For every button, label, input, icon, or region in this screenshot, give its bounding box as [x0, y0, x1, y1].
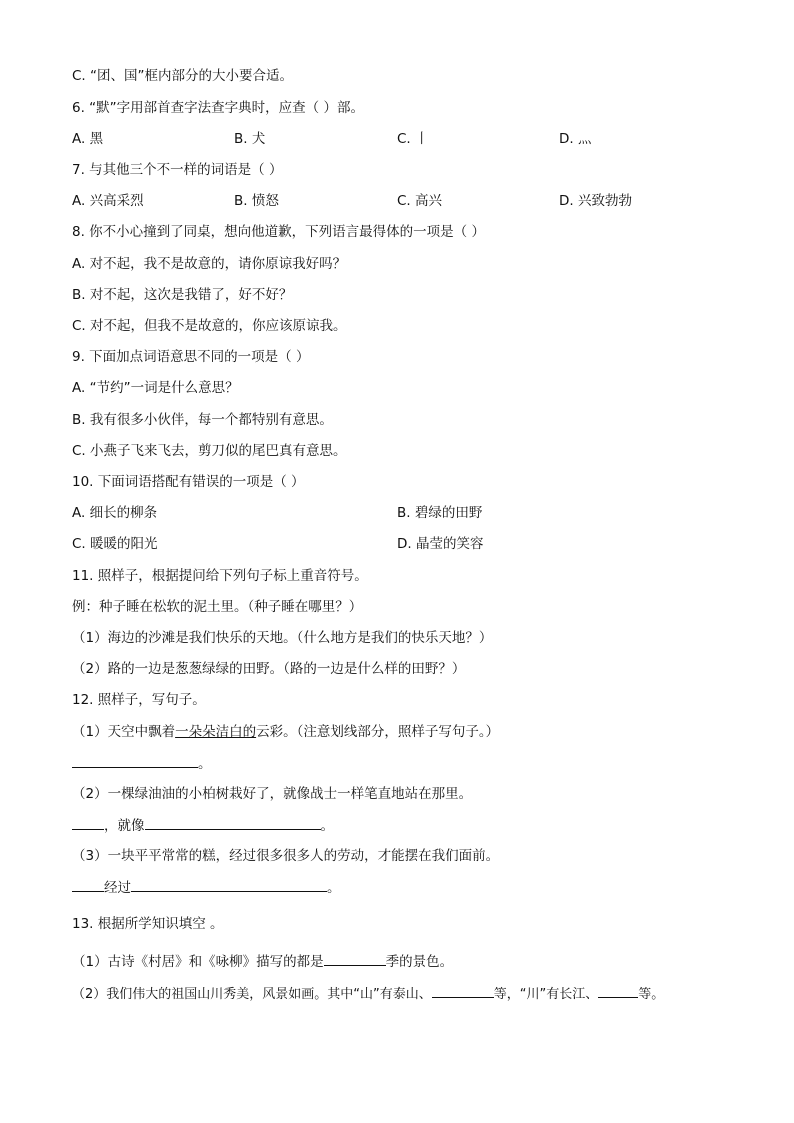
q12-answer-2: [72, 815, 334, 836]
question-11: 11. 照样子，根据提问给下列句子标上重音符号。: [72, 568, 368, 584]
q6-option-c: C. 丨: [397, 131, 429, 147]
q9-option-a: A. “节约”一词是什么意思？: [72, 380, 239, 396]
q13-item-2: [72, 983, 664, 1005]
q12-item-1-underlined: 一朵朵洁白的: [175, 724, 257, 740]
q10-option-b: B. 碧绿的田野: [397, 505, 483, 521]
q13-item-2-text-b: 等，“川”有长江、: [493, 987, 599, 1002]
q12-item-1-text-a: （1）天空中飘着: [72, 724, 176, 740]
q13-item-1-text-a: （1）古诗《村居》和《咏柳》描写的都是: [72, 954, 324, 970]
q8-option-b: B. 对不起，这次是我错了，好不好？: [72, 287, 293, 303]
question-8: 8. 你不小心撞到了同桌，想向他道歉，下列语言最得体的一项是（ ）: [72, 224, 485, 240]
q9-option-c: C. 小燕子飞来飞去，剪刀似的尾巴真有意思。: [72, 443, 347, 459]
q10-option-a: A. 细长的柳条: [72, 505, 158, 521]
q7-option-b: B. 愤怒: [234, 193, 279, 209]
answer-blank[interactable]: [432, 983, 494, 998]
q13-item-1-text-b: 季的景色。: [385, 954, 454, 970]
q13-item-2-text-c: 等。: [638, 987, 665, 1002]
question-12: 12. 照样子，写句子。: [72, 692, 206, 708]
q5-option-c: C. “团、国”框内部分的大小要合适。: [72, 68, 293, 84]
question-9: 9. 下面加点词语意思不同的一项是（ ）: [72, 349, 310, 365]
q12-answer-3-mid: 经过: [104, 880, 131, 896]
q12-answer-2-end: 。: [320, 818, 334, 834]
q8-option-a: A. 对不起，我不是故意的，请你原谅我好吗？: [72, 256, 347, 272]
answer-blank[interactable]: [72, 877, 104, 892]
answer-blank[interactable]: [324, 951, 386, 966]
q8-option-c: C. 对不起，但我不是故意的，你应该原谅我。: [72, 318, 347, 334]
q6-option-b: B. 犬: [234, 131, 266, 147]
q11-item-2: （2）路的一边是葱葱绿绿的田野。（路的一边是什么样的田野？）: [72, 661, 466, 677]
q12-item-2: （2）一棵绿油油的小柏树栽好了，就像战士一样笔直地站在那里。: [72, 786, 473, 802]
q11-item-1: （1）海边的沙滩是我们快乐的天地。（什么地方是我们的快乐天地？）: [72, 630, 493, 646]
q12-answer-2-mid: ，就像: [104, 818, 145, 834]
q10-option-d: D. 晶莹的笑容: [397, 536, 484, 552]
q12-item-1: [72, 722, 499, 742]
q12-answer-1: [72, 753, 212, 774]
q7-option-d: D. 兴致勃勃: [559, 193, 632, 209]
q12-item-3: （3）一块平平常常的糕，经过很多很多人的劳动，才能摆在我们面前。: [72, 848, 500, 864]
q7-option-a: A. 兴高采烈: [72, 193, 144, 209]
q12-answer-1-end: 。: [198, 756, 212, 772]
q10-option-c: C. 暖暖的阳光: [72, 536, 158, 552]
question-13: 13. 根据所学知识填空 。: [72, 916, 224, 932]
q12-answer-3-end: 。: [327, 880, 341, 896]
q6-option-d: D. 灬: [559, 131, 592, 147]
q12-answer-3: [72, 877, 341, 898]
q6-option-a: A. 黑: [72, 131, 104, 147]
question-6: 6. “默”字用部首查字法查字典时，应查（ ）部。: [72, 100, 364, 116]
q9-option-b: B. 我有很多小伙伴，每一个都特别有意思。: [72, 412, 333, 428]
q7-option-c: C. 高兴: [397, 193, 443, 209]
q12-item-1-text-b: 云彩。（注意划线部分，照样子写句子。）: [256, 724, 500, 740]
q13-item-2-text-a: （2）我们伟大的祖国山川秀美，风景如画。其中“山”有泰山、: [72, 987, 432, 1002]
answer-blank[interactable]: [598, 983, 638, 998]
answer-blank[interactable]: [72, 815, 104, 830]
q13-item-1: [72, 951, 453, 972]
question-7: 7. 与其他三个不一样的词语是（ ）: [72, 162, 283, 178]
answer-blank[interactable]: [145, 815, 321, 830]
answer-blank[interactable]: [131, 877, 327, 892]
question-10: 10. 下面词语搭配有错误的一项是（ ）: [72, 474, 305, 490]
answer-blank[interactable]: [72, 753, 198, 768]
q11-example: 例：种子睡在松软的泥土里。（种子睡在哪里？）: [72, 599, 363, 615]
